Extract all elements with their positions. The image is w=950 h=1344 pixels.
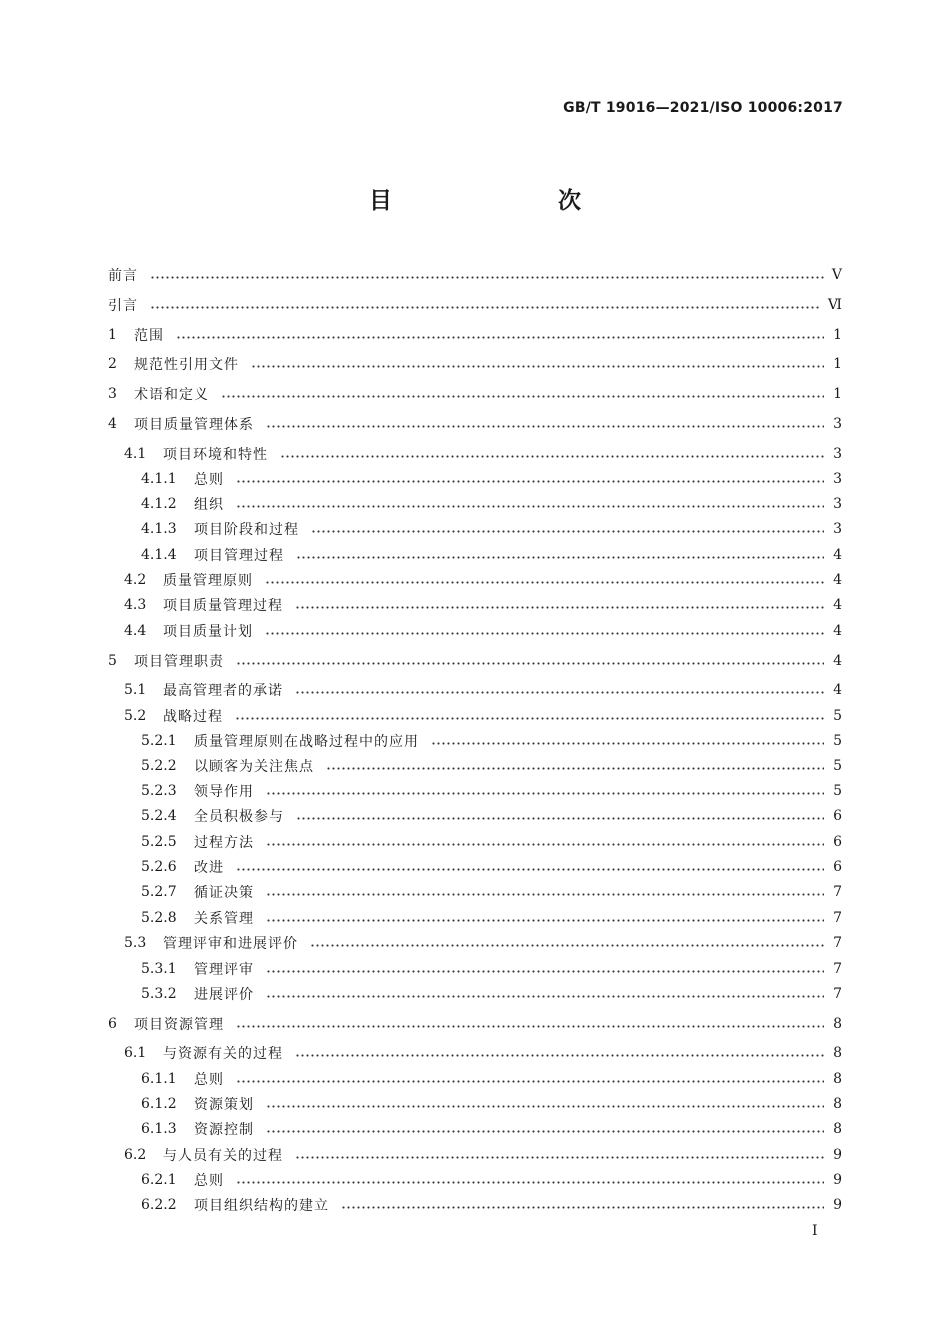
toc-entry-label: 过程方法 [194,835,254,851]
toc-entry-label: 项目管理职责 [134,654,224,670]
toc-entry[interactable] [108,351,842,377]
toc-entry[interactable] [108,411,842,437]
toc-entry[interactable] [108,728,842,754]
toc-entry-page: 9 [833,1172,842,1188]
toc-entry[interactable] [108,516,842,542]
toc-entry-number: 5.3.1 [141,961,177,977]
dot-leader [295,691,824,694]
toc-entry-label: 管理评审 [194,962,254,978]
toc-entry-label: 进展评价 [194,987,254,1003]
toc-entry-page: 6 [833,834,842,850]
toc-entry[interactable] [108,262,842,288]
toc-entry-label: 项目组织结构的建立 [194,1198,329,1214]
dot-leader [236,505,824,508]
toc-entry-number: 4.3 [124,597,147,613]
toc-entry-label: 以顾客为关注焦点 [194,759,314,775]
dot-leader [266,919,824,922]
toc-entry-page: 4 [833,653,842,669]
toc-entry-page: 1 [833,386,842,402]
toc-entry-page: 9 [833,1147,842,1163]
toc-entry-label: 管理评审和进展评价 [163,936,298,952]
toc-entry-label: 项目质量管理体系 [134,417,254,433]
dot-leader [236,662,824,665]
toc-entry[interactable] [108,491,842,517]
toc-entry-number: 5.2.7 [141,884,177,900]
toc-entry-label: 术语和定义 [134,387,209,403]
toc-entry[interactable] [108,879,842,905]
toc-entry-number: 5.2.2 [141,758,177,774]
toc-entry-label: 引言 [108,298,138,314]
toc-entry-label: 项目质量计划 [163,624,253,640]
toc-entry-page: 5 [833,733,842,749]
dot-leader [266,1105,824,1108]
toc-entry-label: 循证决策 [194,885,254,901]
dot-leader [236,1181,824,1184]
toc-entry[interactable] [108,542,842,568]
toc-entry[interactable] [108,618,842,644]
toc-entry[interactable] [108,1116,842,1142]
toc-entry[interactable] [108,677,842,703]
toc-entry-label: 总则 [194,1072,224,1088]
toc-entry[interactable] [108,1192,842,1218]
dot-leader [341,1206,824,1209]
toc-entry-number: 4.1.4 [141,547,177,563]
toc-entry-number: 5.2.5 [141,834,177,850]
toc-entry-number: 5.1 [124,682,147,698]
toc-entry-page: 3 [833,521,842,537]
toc-entry-number: 4.1.2 [141,496,177,512]
dot-leader [236,1080,824,1083]
toc-entry[interactable] [108,592,842,618]
dot-leader [266,843,824,846]
dot-leader [295,606,824,609]
toc-entry[interactable] [108,703,842,729]
toc-entry-number: 4.1 [124,446,147,462]
toc-entry[interactable] [108,1167,842,1193]
toc-entry-number: 4.2 [124,572,147,588]
toc-entry[interactable] [108,854,842,880]
toc-entry-label: 项目质量管理过程 [163,598,283,614]
toc-entry-label: 改进 [194,860,224,876]
toc-entry[interactable] [108,567,842,593]
toc-entry[interactable] [108,1040,842,1066]
toc-entry-page: 7 [833,986,842,1002]
toc-entry-number: 5.2.1 [141,733,177,749]
page-title: 目 次 [369,188,621,214]
toc-entry-page: 5 [833,783,842,799]
toc-entry-number: 5.3.2 [141,986,177,1002]
toc-entry-label: 前言 [108,268,138,284]
toc-entry-page: 7 [833,935,842,951]
dot-leader [251,365,824,368]
toc-entry-page: 8 [833,1071,842,1087]
toc-entry-number: 6.2.2 [141,1197,177,1213]
toc-entry-page: 4 [833,572,842,588]
dot-leader [266,1130,824,1133]
dot-leader [150,306,820,309]
dot-leader [266,425,824,428]
dot-leader [295,1156,824,1159]
dot-leader [295,1054,824,1057]
toc-entry[interactable] [108,905,842,931]
toc-entry-label: 质量管理原则 [163,573,253,589]
toc-entry-label: 质量管理原则在战略过程中的应用 [194,734,419,750]
dot-leader [221,395,824,398]
dot-leader [266,893,824,896]
toc-entry[interactable] [108,803,842,829]
toc-entry[interactable] [108,292,842,318]
dot-leader [310,944,824,947]
dot-leader [236,868,824,871]
toc-entry-page: 4 [833,547,842,563]
page-number: I [812,1223,818,1239]
toc-entry-label: 领导作用 [194,784,254,800]
toc-entry-number: 5.2.3 [141,783,177,799]
toc-entry-page: 4 [833,682,842,698]
toc-entry-label: 项目环境和特性 [163,447,268,463]
toc-entry-number: 4.4 [124,623,147,639]
toc-entry[interactable] [108,1011,842,1037]
dot-leader [296,817,824,820]
toc-entry-number: 2 [108,356,117,372]
toc-entry-label: 项目资源管理 [134,1017,224,1033]
toc-entry-number: 5.3 [124,935,147,951]
toc-entry-page: 8 [833,1121,842,1137]
toc-entry-number: 5 [108,653,117,669]
toc-entry-page: 8 [833,1016,842,1032]
toc-entry[interactable] [108,322,842,348]
toc-entry[interactable] [108,753,842,779]
toc-entry[interactable] [108,981,842,1007]
dot-leader [236,1025,824,1028]
toc-entry[interactable] [108,930,842,956]
dot-leader [280,455,824,458]
toc-entry-number: 6 [108,1016,117,1032]
toc-entry-number: 6.1.1 [141,1071,177,1087]
toc-entry-page: Ⅵ [827,297,842,313]
toc-entry-label: 项目阶段和过程 [194,522,299,538]
toc-entry[interactable] [108,956,842,982]
toc-entry[interactable] [108,466,842,492]
toc-entry[interactable] [108,441,842,467]
toc-entry[interactable] [108,1142,842,1168]
toc-entry-number: 6.1.3 [141,1121,177,1137]
toc-entry-number: 5.2.8 [141,910,177,926]
toc-entry[interactable] [108,778,842,804]
toc-entry-label: 战略过程 [163,709,223,725]
toc-entry-number: 5.2.6 [141,859,177,875]
toc-entry-label: 关系管理 [194,911,254,927]
toc-entry-label: 组织 [194,497,224,513]
dot-leader [150,276,824,279]
toc-entry[interactable] [108,381,842,407]
toc-entry-number: 3 [108,386,117,402]
toc-entry-label: 范围 [134,328,164,344]
toc-entry-number: 6.1.2 [141,1096,177,1112]
toc-entry-page: 8 [833,1096,842,1112]
toc-entry-number: 6.1 [124,1045,147,1061]
toc-entry-label: 规范性引用文件 [134,357,239,373]
toc-entry-page: 5 [833,708,842,724]
toc-entry-number: 5.2.4 [141,808,177,824]
toc-entry-label: 与资源有关的过程 [163,1046,283,1062]
toc-entry-label: 总则 [194,1173,224,1189]
toc-entry-label: 与人员有关的过程 [163,1148,283,1164]
toc-entry-page: 1 [833,356,842,372]
toc-entry-number: 4 [108,416,117,432]
dot-leader [176,336,824,339]
toc-entry-label: 项目管理过程 [194,548,284,564]
dot-leader [431,742,824,745]
toc-entry[interactable] [108,1091,842,1117]
dot-leader [266,792,824,795]
dot-leader [266,995,824,998]
toc-entry-number: 4.1.1 [141,471,177,487]
standard-code-header: GB/T 19016—2021/ISO 10006:2017 [563,100,843,116]
toc-entry-page: 7 [833,961,842,977]
toc-entry-number: 1 [108,327,117,343]
toc-entry-number: 6.2 [124,1147,147,1163]
toc-entry-page: 7 [833,884,842,900]
toc-entry-label: 最高管理者的承诺 [163,683,283,699]
dot-leader [265,581,824,584]
toc-entry-label: 总则 [194,472,224,488]
toc-entry-number: 6.2.1 [141,1172,177,1188]
toc-entry-page: Ⅴ [831,267,842,283]
toc-entry-page: 4 [833,623,842,639]
toc-entry-page: 7 [833,910,842,926]
toc-entry-page: 6 [833,808,842,824]
toc-entry-label: 全员积极参与 [194,809,284,825]
toc-entry-page: 9 [833,1197,842,1213]
dot-leader [236,480,824,483]
toc-entry-page: 4 [833,597,842,613]
toc-entry-page: 6 [833,859,842,875]
toc-entry-page: 8 [833,1045,842,1061]
toc-entry-page: 3 [833,496,842,512]
toc-entry-page: 3 [833,446,842,462]
dot-leader [296,556,824,559]
toc-entry[interactable] [108,648,842,674]
toc-entry-page: 1 [833,327,842,343]
toc-entry-page: 3 [833,471,842,487]
toc-entry-number: 5.2 [124,708,147,724]
dot-leader [326,767,824,770]
toc-entry-label: 资源控制 [194,1122,254,1138]
toc-entry-number: 4.1.3 [141,521,177,537]
dot-leader [235,717,824,720]
dot-leader [266,970,824,973]
toc-entry-page: 3 [833,416,842,432]
toc-entry-page: 5 [833,758,842,774]
toc-entry-label: 资源策划 [194,1097,254,1113]
toc-entry[interactable] [108,1066,842,1092]
dot-leader [311,530,824,533]
dot-leader [265,632,824,635]
toc-entry[interactable] [108,829,842,855]
